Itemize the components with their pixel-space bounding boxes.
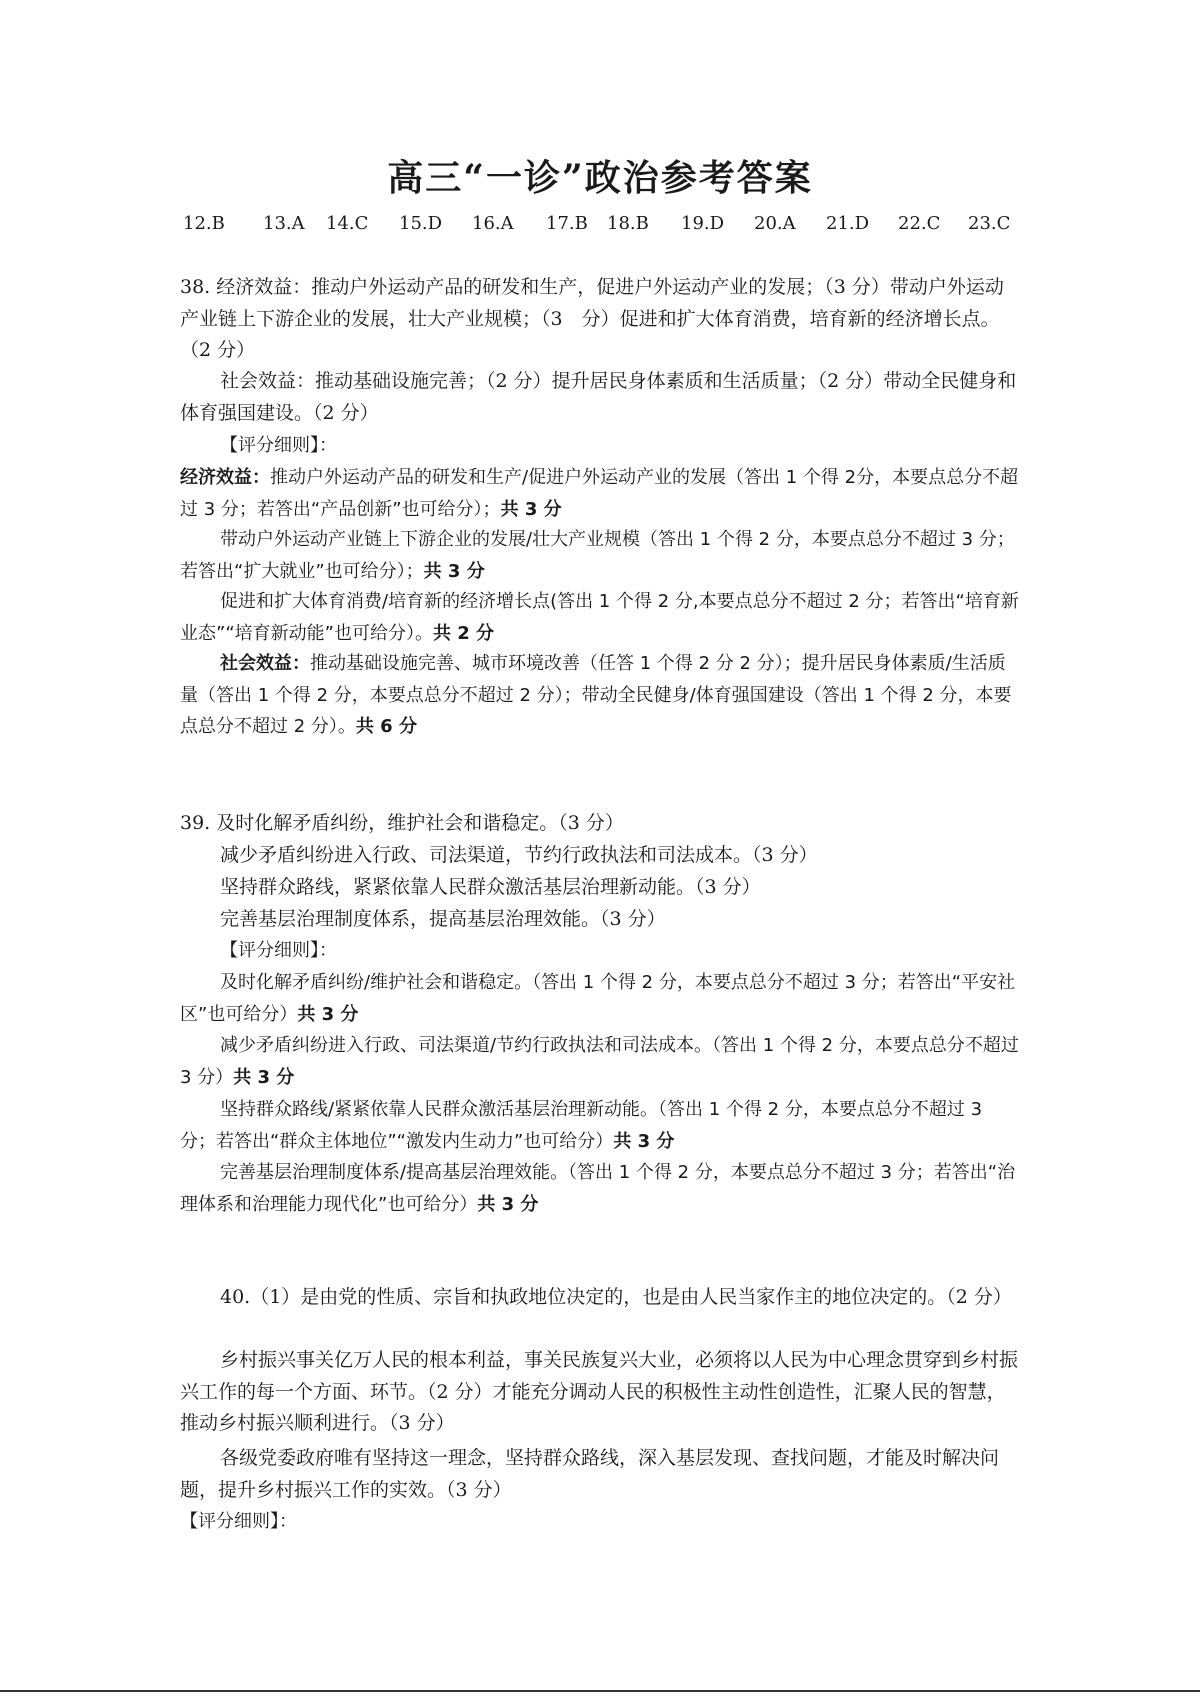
- choice-answer: 16.A: [472, 213, 514, 234]
- q38-rule-3: [180, 586, 1020, 649]
- rule-total: 共 3 分: [500, 498, 562, 520]
- rule-total: 共 3 分: [423, 560, 485, 582]
- q40-rules-heading: 【评分细则】：: [180, 1511, 297, 1532]
- q40-paragraph-3: 各级党委政府唯有坚持这一理念，坚持群众路线，深入基层发现、查找问题，才能及时解决问题，提升乡村振兴工作的实效。（3 分）: [180, 1447, 1000, 1501]
- q38-rule-1: [180, 462, 1020, 525]
- rule-total: 共 2 分: [432, 622, 495, 644]
- choice-answer: 18.B: [607, 213, 649, 234]
- rule-text: 及时化解矛盾纠纷/维护社会和谐稳定。（答出 1 个得 2 分，本要点总分不超过 3 分；若答出“平安社区”也可给分）: [180, 972, 1016, 1025]
- choice-answer: 17.B: [546, 213, 588, 234]
- q38-rule-2: [180, 524, 1020, 587]
- rule-text: 完善基层治理制度体系/提高基层治理效能。（答出 1 个得 2 分，本要点总分不超过 3 分；若答出“治理体系和治理能力现代化”也可给分）: [180, 1162, 1016, 1215]
- q39-answer-2: 减少矛盾纠纷进入行政、司法渠道，节约行政执法和司法成本。（3 分）: [220, 844, 818, 866]
- rule-label: 经济效益：: [180, 467, 270, 488]
- q39-rule-4: [180, 1157, 1020, 1220]
- rule-text: 减少矛盾纠纷进入行政、司法渠道/节约行政执法和司法成本。（答出 1 个得 2 分，本要点总分不超过 3 分）: [180, 1035, 1019, 1088]
- q39-rules-heading: 【评分细则】：: [220, 940, 337, 961]
- rule-total: 共 6 分: [355, 716, 417, 737]
- q39-answer-4: 完善基层治理制度体系，提高基层治理效能。（3 分）: [220, 908, 666, 930]
- q40-paragraph-2: 乡村振兴事关亿万人民的根本利益，事关民族复兴大业，必须将以人民为中心理念贯穿到乡村振兴工作的每一个方面、环节。（2 分）才能充分调动人民的积极性主动性创造性，汇聚人民的智慧，推动乡村振兴顺利进行。（3 分）: [180, 1349, 1019, 1434]
- q39-answer-1: 39. 及时化解矛盾纠纷，维护社会和谐稳定。（3 分）: [180, 812, 624, 834]
- choice-answer: 14.C: [326, 213, 369, 234]
- q38-rule-4: [180, 648, 1020, 743]
- rule-total: 共 3 分: [477, 1193, 539, 1215]
- q39-answer-3: 坚持群众路线，紧紧依靠人民群众激活基层治理新动能。（3 分）: [220, 876, 761, 898]
- choice-answer: 15.D: [399, 213, 443, 234]
- rule-text: 推动户外运动产品的研发和生产/促进户外运动产业的发展（答出 1 个得 2分，本要点总分不超过 3 分；若答出“产品创新”也可给分）；: [180, 467, 1019, 520]
- choice-answer: 13.A: [263, 213, 305, 234]
- choice-answer: 19.D: [681, 213, 725, 234]
- page-title: 高三“一诊”政治参考答案: [387, 157, 813, 199]
- q40-part-1: 40.（1）是由党的性质、宗旨和执政地位决定的，也是由人民当家作主的地位决定的。（2 分）: [220, 1286, 1012, 1308]
- rule-label: 社会效益：: [220, 653, 310, 674]
- choice-answers: [0, 213, 1200, 239]
- scan-edge-line: [0, 1690, 1200, 1692]
- choice-answer: 12.B: [183, 213, 225, 234]
- q39-rule-3: [180, 1094, 1020, 1157]
- choice-answer: 21.D: [826, 213, 870, 234]
- rule-text: 带动户外运动产业链上下游企业的发展/壮大产业规模（答出 1 个得 2 分，本要点总分不超过 3 分；若答出“扩大就业”也可给分）；: [180, 529, 1015, 582]
- rule-total: 共 3 分: [613, 1130, 675, 1152]
- choice-answer: 20.A: [754, 213, 796, 234]
- q39-rule-1: [180, 967, 1020, 1030]
- choice-answer: 22.C: [898, 213, 941, 234]
- choice-answer: 23.C: [968, 213, 1011, 234]
- rule-text: 推动基础设施完善、城市环境改善（任答 1 个得 2 分 2 分）；提升居民身体素质/生活质量（答出 1 个得 2 分，本要点总分不超过 2 分）；带动全民健身/体育强国建设（答出 1 个得 2 分，本要点总分不超过 2 分）。: [180, 653, 1012, 737]
- rule-text: 促进和扩大体育消费/培育新的经济增长点(答出 1 个得 2 分,本要点总分不超过 2 分；若答出“培育新业态”“培育新动能”也可给分）。: [180, 591, 1019, 644]
- q38-answer-social: 社会效益：推动基础设施完善；（2 分）提升居民身体素质和生活质量；（2 分）带动全民健身和体育强国建设。（2 分）: [180, 370, 1017, 424]
- rule-text: 坚持群众路线/紧紧依靠人民群众激活基层治理新动能。（答出 1 个得 2 分，本要点总分不超过 3 分；若答出“群众主体地位”“激发内生动力”也可给分）: [180, 1099, 983, 1152]
- rule-total: 共 3 分: [297, 1003, 359, 1025]
- rule-total: 共 3 分: [233, 1066, 295, 1088]
- q39-rule-2: [180, 1030, 1020, 1093]
- q38-answer-economic: 38. 经济效益：推动户外运动产品的研发和生产，促进户外运动产业的发展；（3 分）带动户外运动产业链上下游企业的发展，壮大产业规模；（3 分）促进和扩大体育消费，培育新的经济增长点。（2 分）: [180, 276, 1004, 361]
- q38-rules-heading: 【评分细则】：: [220, 435, 337, 456]
